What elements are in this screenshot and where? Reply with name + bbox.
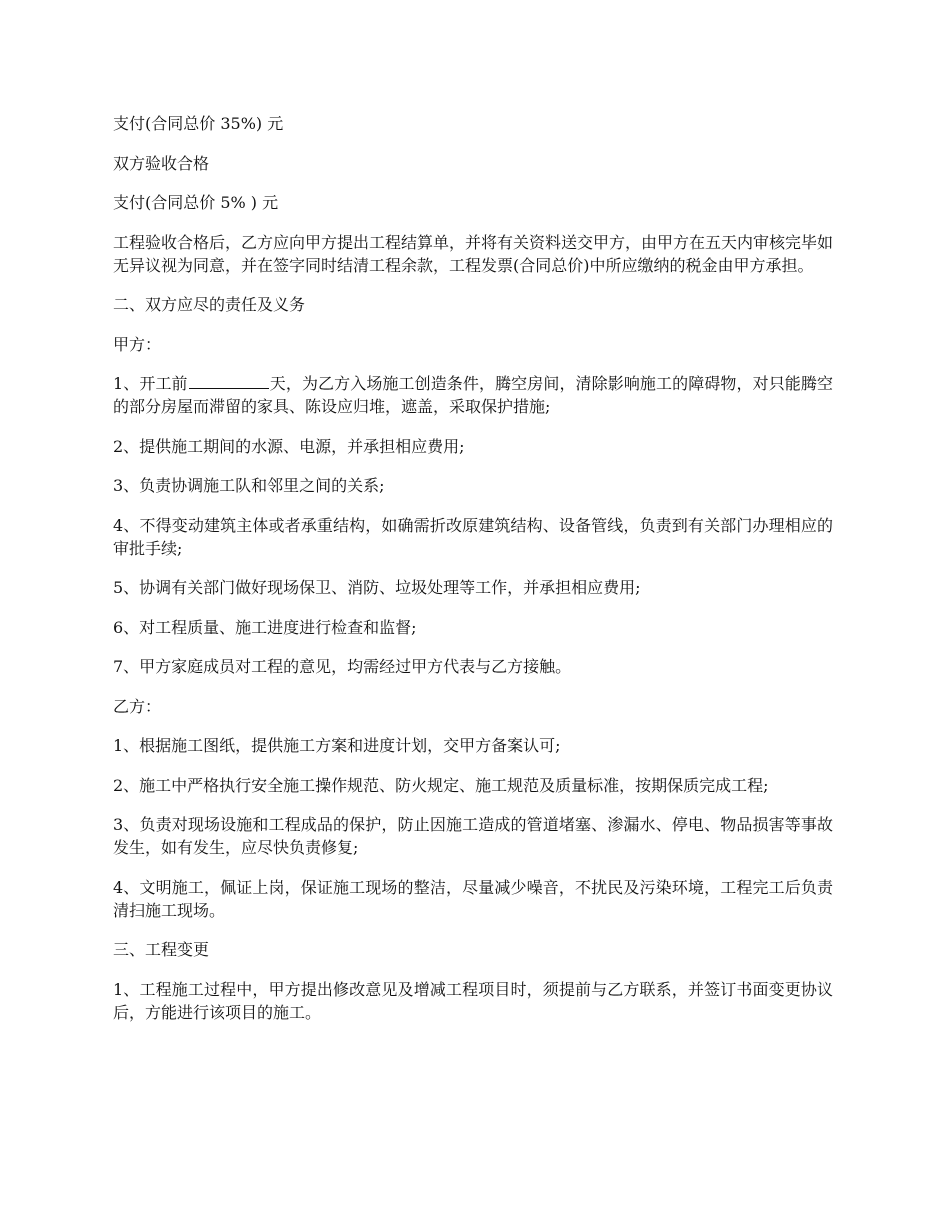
party-b-heading: 乙方： bbox=[113, 696, 162, 716]
acceptance-line: 双方验收合格 bbox=[113, 153, 210, 173]
party-b-item-3: 3、负责对现场设施和工程成品的保护，防止因施工造成的管道堵塞、渗漏水、停电、物品损害等事故发生，如有发生，应尽快负责修复; bbox=[113, 815, 833, 857]
settlement-paragraph: 工程验收合格后，乙方应向甲方提出工程结算单，并将有关资料送交甲方，由甲方在五天内审核完毕如无异议视为同意，并在签字同时结清工程余款，工程发票(合同总价)中所应缴纳的税金由甲方承担。 bbox=[113, 232, 834, 275]
party-a-item-1 bbox=[113, 372, 833, 418]
party-b-item-2: 2、施工中严格执行安全施工操作规范、防火规定、施工规范及质量标准，按期保质完成工程; bbox=[113, 775, 769, 795]
days-blank-field bbox=[189, 372, 269, 389]
party-a-heading: 甲方： bbox=[113, 334, 162, 354]
party-a-item-4: 4、不得变动建筑主体或者承重结构，如确需折改原建筑结构、设备管线，负责到有关部门办理相应的审批手续; bbox=[113, 515, 833, 558]
changes-item-1: 1、工程施工过程中，甲方提出修改意见及增减工程项目时，须提前与乙方联系，并签订书面变更协议后，方能进行该项目的施工。 bbox=[113, 979, 833, 1022]
party-a-item-5: 5、协调有关部门做好现场保卫、消防、垃圾处理等工作，并承担相应费用; bbox=[113, 578, 641, 597]
payment-35-line: 支付(合同总价 35%) 元 bbox=[113, 114, 284, 133]
party-a-item-2: 2、提供施工期间的水源、电源，并承担相应费用; bbox=[113, 436, 465, 456]
party-a-item-6: 6、对工程质量、施工进度进行检查和监督; bbox=[113, 617, 417, 637]
party-a-item-3: 3、负责协调施工队和邻里之间的关系; bbox=[113, 476, 385, 495]
party-b-item-4: 4、文明施工，佩证上岗，保证施工现场的整洁，尽量减少噪音，不扰民及污染环境，工程完工后负责清扫施工现场。 bbox=[113, 877, 833, 920]
section-heading-responsibilities: 二、双方应尽的责任及义务 bbox=[113, 295, 306, 314]
document-page bbox=[113, 112, 833, 1040]
party-b-item-1: 1、根据施工图纸，提供施工方案和进度计划，交甲方备案认可; bbox=[113, 736, 561, 755]
party-a-item-1-start: 1、开工前 bbox=[113, 374, 188, 393]
section-heading-changes: 三、工程变更 bbox=[113, 940, 210, 959]
payment-5-line: 支付(合同总价 5% ) 元 bbox=[113, 193, 279, 212]
party-a-item-1-end: 天，为乙方入场施工创造条件，腾空房间，清除影响施工的障碍物，对只能腾空的部分房屋而滞留的家具、陈设应归堆，遮盖，采取保护措施; bbox=[113, 374, 833, 416]
party-a-item-7: 7、甲方家庭成员对工程的意见，均需经过甲方代表与乙方接触。 bbox=[113, 657, 572, 676]
